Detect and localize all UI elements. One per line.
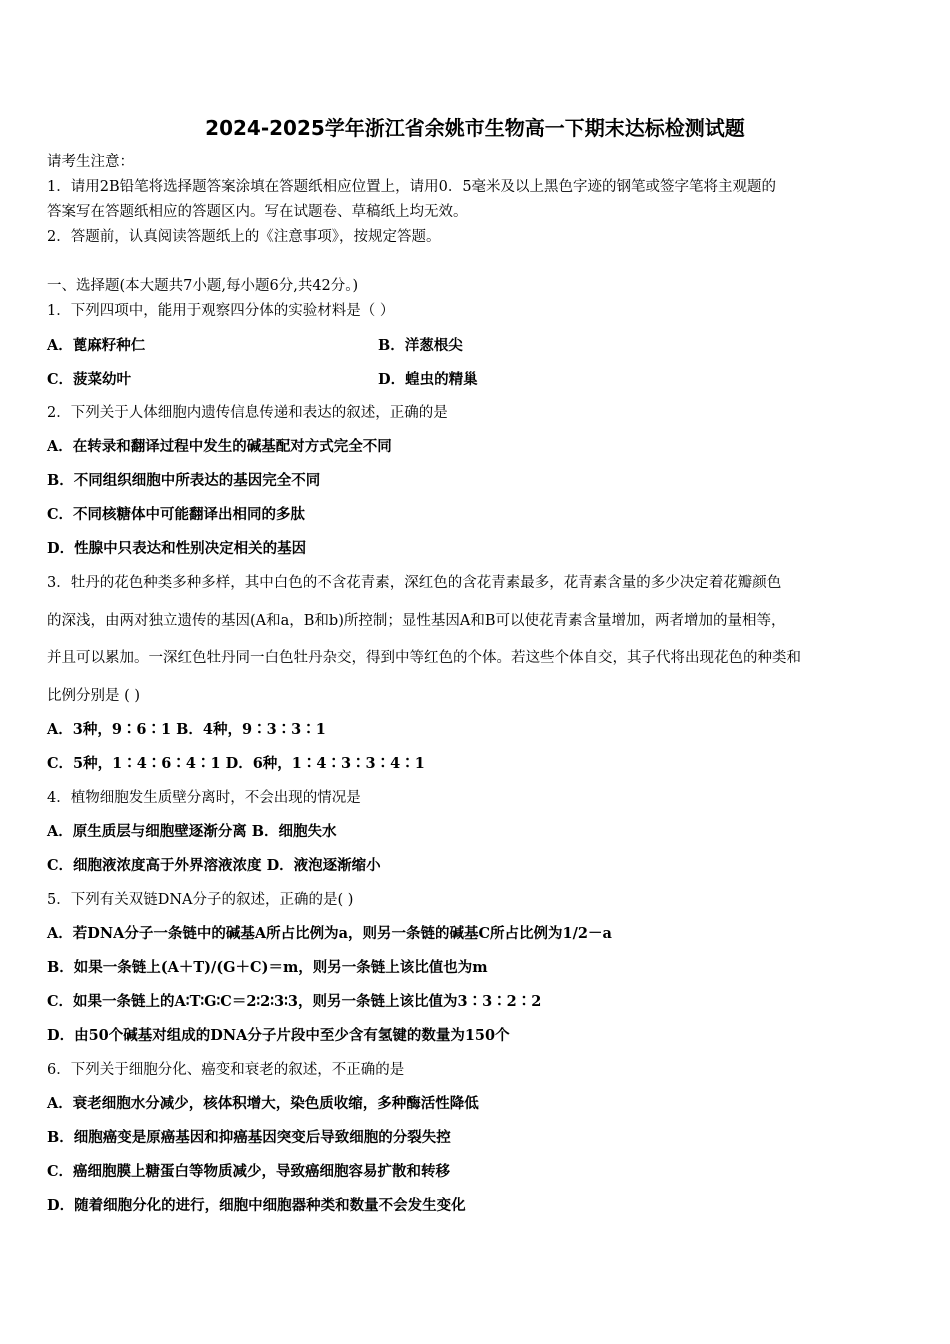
question-1-option-c: C．菠菜幼叶 (47, 371, 132, 388)
notice-heading: 请考生注意： (47, 154, 134, 170)
page-title: 2024-2025学年浙江省余姚市生物高一下期末达标检测试题 (205, 116, 745, 140)
question-5-option-b: B．如果一条链上(A＋T)/(G＋C)＝m，则另一条链上该比值也为m (47, 959, 488, 976)
question-6-option-b: B．细胞癌变是原癌基因和抑癌基因突变后导致细胞的分裂失控 (47, 1129, 451, 1146)
question-3-stem: 并且可以累加。一深红色牡丹同一白色牡丹杂交，得到中等红色的个体。若这些个体自交，其子代将出现花色的种类和 (47, 650, 801, 666)
question-3-options-cd: C．5种，1∶4∶6∶4∶1 D．6种，1∶4∶3∶3∶4∶1 (47, 755, 425, 772)
question-1-stem: 1．下列四项中，能用于观察四分体的实验材料是（ ） (47, 303, 395, 319)
question-6-option-c: C．癌细胞膜上糖蛋白等物质减少，导致癌细胞容易扩散和转移 (47, 1163, 451, 1180)
question-3-stem: 3．牡丹的花色种类多种多样，其中白色的不含花青素，深红色的含花青素最多，花青素含量的多少决定着花瓣颜色 (47, 575, 782, 591)
question-5-option-d: D．由50个碱基对组成的DNA分子片段中至少含有氢键的数量为150个 (47, 1027, 510, 1044)
notice-line: 2．答题前，认真阅读答题纸上的《注意事项》，按规定答题。 (47, 229, 441, 245)
question-1-option-d: D．蝗虫的精巢 (378, 371, 478, 388)
question-2-option-a: A．在转录和翻译过程中发生的碱基配对方式完全不同 (47, 438, 392, 455)
notice-line: 答案写在答题纸相应的答题区内。写在试题卷、草稿纸上均无效。 (47, 204, 468, 220)
question-4-options-cd: C．细胞液浓度高于外界溶液浓度 D．液泡逐渐缩小 (47, 857, 381, 874)
question-6-option-a: A．衰老细胞水分减少，核体积增大，染色质收缩，多种酶活性降低 (47, 1095, 479, 1112)
question-5-stem: 5．下列有关双链DNA分子的叙述，正确的是( ) (47, 892, 354, 908)
question-6-option-d: D．随着细胞分化的进行，细胞中细胞器种类和数量不会发生变化 (47, 1197, 466, 1214)
question-5-option-a: A．若DNA分子一条链中的碱基A所占比例为a，则另一条链的碱基C所占比例为1/2－a (47, 925, 612, 942)
question-5-option-c: C．如果一条链上的A∶T∶G∶C＝2∶2∶3∶3，则另一条链上该比值为3∶3∶2∶2 (47, 993, 542, 1010)
question-2-option-b: B．不同组织细胞中所表达的基因完全不同 (47, 472, 321, 489)
question-1-option-b: B．洋葱根尖 (378, 337, 463, 354)
section-heading: 一、选择题(本大题共7小题,每小题6分,共42分。) (47, 278, 359, 294)
question-4-stem: 4．植物细胞发生质壁分离时，不会出现的情况是 (47, 790, 361, 806)
question-4-options-ab: A．原生质层与细胞壁逐渐分离 B．细胞失水 (47, 823, 337, 840)
question-1-option-a: A．蓖麻籽种仁 (47, 337, 146, 354)
notice-line: 1．请用2B铅笔将选择题答案涂填在答题纸相应位置上，请用0．5毫米及以上黑色字迹的钢笔或签字笔将主观题的 (47, 179, 777, 195)
question-6-stem: 6．下列关于细胞分化、癌变和衰老的叙述，不正确的是 (47, 1062, 405, 1078)
question-2-option-c: C．不同核糖体中可能翻译出相同的多肽 (47, 506, 306, 523)
question-3-stem: 的深浅，由两对独立遗传的基因(A和a，B和b)所控制；显性基因A和B可以使花青素含量增加，两者增加的量相等， (47, 613, 786, 629)
question-3-options-ab: A．3种，9∶6∶1 B．4种，9∶3∶3∶1 (47, 721, 326, 738)
question-2-option-d: D．性腺中只表达和性别决定相关的基因 (47, 540, 307, 557)
question-2-stem: 2．下列关于人体细胞内遗传信息传递和表达的叙述，正确的是 (47, 405, 448, 421)
question-3-stem: 比例分别是 ( ) (47, 688, 141, 704)
